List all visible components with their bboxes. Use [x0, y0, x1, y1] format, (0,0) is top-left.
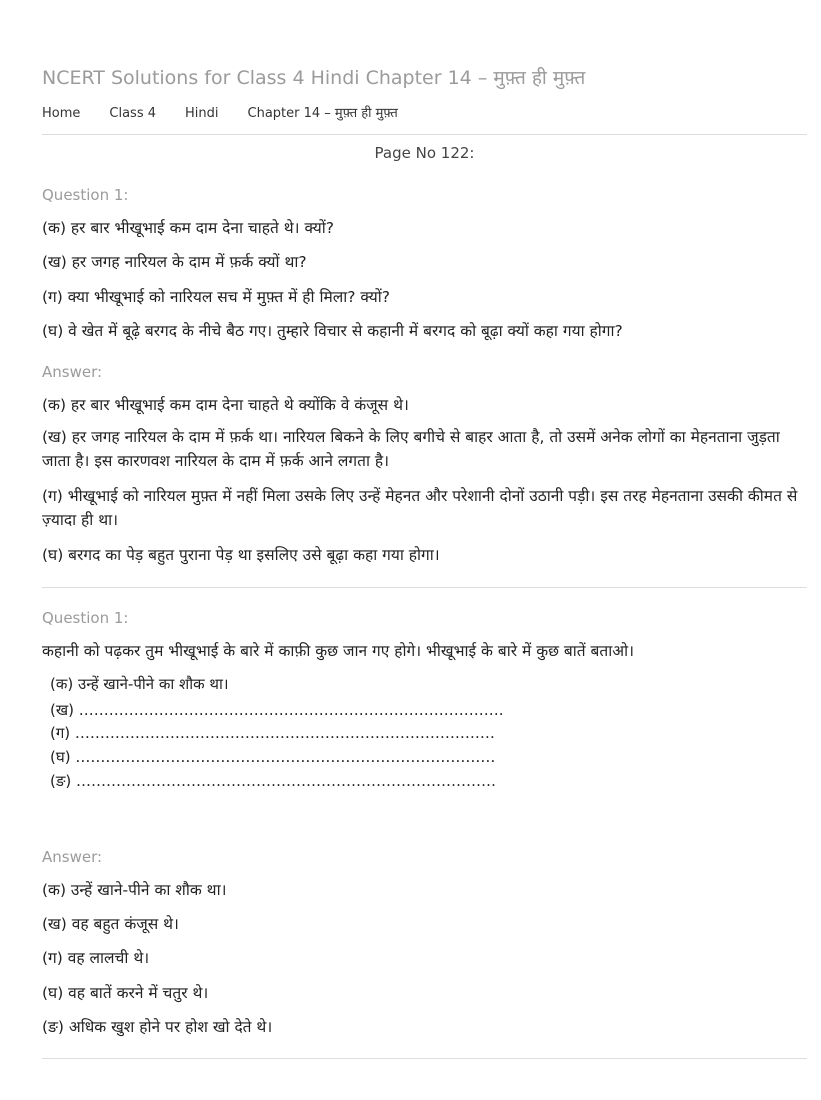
divider [42, 134, 807, 135]
breadcrumb-class[interactable]: Class 4 [109, 106, 156, 121]
question-label: Question 1: [42, 609, 129, 627]
answer-line: (घ) बरगद का पेड़ बहुत पुराना पेड़ था इसलिए उसे बूढ़ा कहा गया होगा। [42, 546, 440, 564]
answer-line: (ग) वह लालची थे। [42, 949, 150, 967]
answer-label: Answer: [42, 848, 103, 866]
blank-line: (क) उन्हें खाने-पीने का शौक था। [50, 675, 229, 693]
question-line: (घ) वे खेत में बूढ़े बरगद के नीचे बैठ गए। तुम्हारे विचार से कहानी में बरगद को बूढ़ा क्यों कहा गया होगा? [42, 322, 623, 340]
answer-line: (क) हर बार भीखूभाई कम दाम देना चाहते थे क्योंकि वे कंजूस थे। [42, 396, 409, 414]
divider [42, 1058, 807, 1059]
question-line: कहानी को पढ़कर तुम भीखूभाई के बारे में काफ़ी कुछ जान गए होगे। भीखूभाई के बारे में कुछ बातें बताओ। [42, 642, 634, 660]
breadcrumb-subject[interactable]: Hindi [185, 106, 219, 121]
blank-line: (ग) ………………………………………………………………………… [50, 724, 495, 742]
answer-line: (ङ) अधिक खुश होने पर होश खो देते थे। [42, 1018, 273, 1036]
question-line: (ग) क्या भीखूभाई को नारियल सच में मुफ़्त में ही मिला? क्यों? [42, 288, 390, 306]
question-line: (ख) हर जगह नारियल के दाम में फ़र्क क्यों था? [42, 253, 307, 271]
breadcrumb-chapter[interactable]: Chapter 14 – मुफ़्त ही मुफ़्त [247, 106, 398, 121]
question-label: Question 1: [42, 186, 129, 204]
answer-line: (ख) वह बहुत कंजूस थे। [42, 915, 179, 933]
divider [42, 587, 807, 588]
blank-line: (घ) ………………………………………………………………………… [50, 748, 496, 766]
breadcrumb-home[interactable]: Home [42, 106, 81, 121]
page-title: NCERT Solutions for Class 4 Hindi Chapter 14 – मुफ़्त ही मुफ़्त [42, 67, 586, 89]
document-page [42, 0, 807, 1100]
question-line: (क) हर बार भीखूभाई कम दाम देना चाहते थे। क्यों? [42, 219, 334, 237]
answer-line: (ख) हर जगह नारियल के दाम में फ़र्क था। नारियल बिकने के लिए बगीचे से बाहर आता है, तो उसमें अनेक लोगों का मेहनताना जुड़ता जाता है। इस कारणवश नारियल के दाम में फ़र्क आने लगता है। [42, 428, 780, 470]
answer-line: (ग) भीखूभाई को नारियल मुफ़्त में नहीं मिला उसके लिए उन्हें मेहनत और परेशानी दोनों उठानी पड़ी। इस तरह मेहनताना उसकी कीमत से ज़्यादा ही था। [42, 487, 798, 529]
blank-line: (ङ) ………………………………………………………………………… [50, 772, 497, 790]
page-number: Page No 122: [374, 144, 475, 162]
answer-label: Answer: [42, 363, 103, 381]
answer-line: (क) उन्हें खाने-पीने का शौक था। [42, 881, 227, 899]
breadcrumb [42, 103, 427, 121]
answer-line: (घ) वह बातें करने में चतुर थे। [42, 984, 209, 1002]
blank-line: (ख) …………………………………………………………………………. [50, 701, 504, 719]
